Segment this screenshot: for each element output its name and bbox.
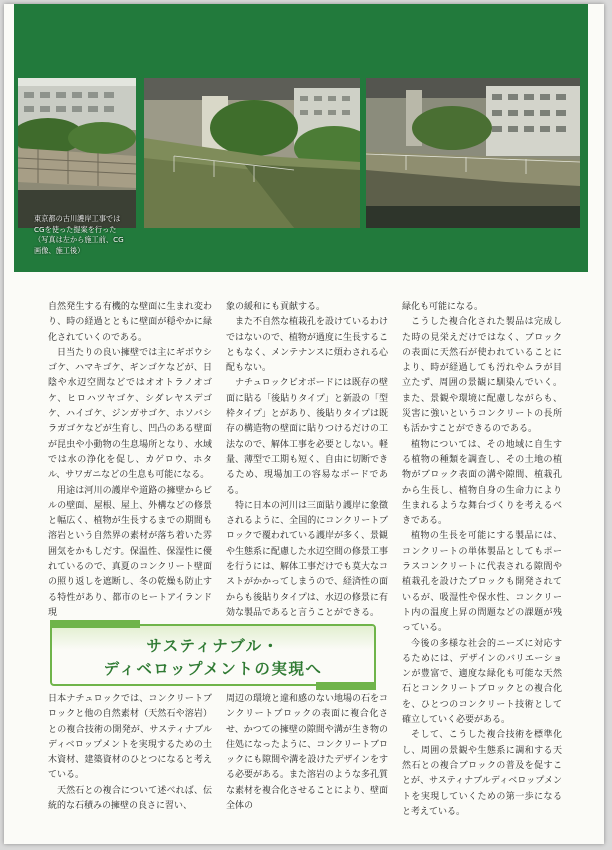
paragraph: 植物の生長を可能にする製品には、コンクリートの単体製品としてもポーラスコンクリートに代表される隙間や植栽孔を設けたブロックも開発されているが、吸湿性や保水性、コンクリート内の温度上昇の問題などの課題が残っている。 <box>402 531 562 634</box>
photo-caption <box>34 214 154 256</box>
paragraph: 日本ナチュロックでは、コンクリートブロックと他の自然素材（天然石や溶岩）との複合技術の開発が、サスティナブルディベロップメントを実現するための土木資材、建築資材のひとつになると考えている。 <box>48 694 212 781</box>
paragraph: ナチュロックビオボードには既存の壁面に貼る「後貼りタイプ」と新設の「型枠タイプ」とがあり、後貼りタイプは既存の構造物の壁面に貼りつけるだけの工法なので、解体工事を必要としない。軽量、薄型で工期も短く、自由に切断できるため、現場加工の容易なボードである。 <box>226 378 389 496</box>
caption-line: （写真は左から施工前、CG <box>34 235 124 244</box>
paragraph: 特に日本の河川は三面貼り護岸に象徴されるように、全国的にコンクリートブロックで覆われている護岸が多く、景観や生態系に配慮した水辺空間の修景工事を行うには、解体工事だけでも莫大なコストがかかってしまうので、経済性の面からも後貼りタイプは、水辺の修景に有効な製品であると言うことができる。 <box>226 500 389 618</box>
paragraph: 植物については、その地域に自生する植物の種類を調査し、その土地の植物がブロック表面の溝や隙間、植栽孔から生長し、植物自身の生命力により生まれるような舞台づくりを考えるべきである。 <box>402 439 562 527</box>
paragraph: 今後の多様な社会的ニーズに対応するためには、デザインのバリエーションが豊富で、適度な緑化も可能な天然石とコンクリートブロックとの複合化を、ひとつのコンクリート技術として確立していく必要がある。 <box>402 638 562 726</box>
paragraph: そして、こうした複合技術を標準化し、周囲の景観や生態系に調和する天然石との複合ブロックの普及を促すことが、サスティナブルディベロップメントを実現していくための第一歩になると考えている。 <box>402 730 562 817</box>
page <box>4 4 604 844</box>
paragraph: 日当たりの良い擁壁では主にギボウシゴケ、ハマキゴケ、ギンゴケなどが、日陰や水辺空間などではオオトラノオゴケ、ヒロハツヤゴケ、シダレヤスデゴケ、ハイゴケ、ジンガサゴケ、ホソバシラガゴケなどが生育し、凹凸のある壁面が昆虫や小動物の生息場所となり、水域では水の浄化を促し、カゲロウ、ホタル、サワガニなどの生息も可能になる。 <box>48 347 212 481</box>
paragraph: また不自然な植栽孔を設けているわけではないので、植物が過度に生長することもなく、メンテナンスに煩わされる心配もない。 <box>226 317 389 374</box>
heading-accent-bar <box>316 682 376 690</box>
column-2-lower <box>226 692 388 814</box>
heading-accent-bar <box>50 620 140 628</box>
section-heading <box>50 624 376 686</box>
caption-line: 東京都の古川護岸工事では <box>34 214 121 223</box>
paragraph: 周辺の環境と違和感のない地場の石をコンクリートブロックの表面に複合化させ、かつての擁壁の隙間や溝が生き物の住処になったように、コンクリートブロックにも隙間や溝を設けたデザインをする必要がある。また溶岩のような多孔質な素材を複合化させることにより、壁面全体の <box>226 694 389 812</box>
heading-line-2: ディベロップメントの実現へ <box>103 660 323 678</box>
paragraph: 自然発生する有機的な壁面に生まれ変わり、時の経過とともに壁面が穏やかに緑化されていくのである。 <box>48 302 212 343</box>
column-2-upper <box>226 300 388 621</box>
caption-line: CGを使った提案を行った <box>34 224 117 234</box>
photo-band <box>14 4 588 272</box>
paragraph: 象の緩和にも貢献する。 <box>226 302 326 312</box>
column-1-upper <box>48 300 212 621</box>
column-3 <box>402 300 562 820</box>
photo-before-construction <box>18 78 136 228</box>
paragraph: 天然石との複合について述べれば、伝統的な石積みの擁壁の良さに習い、 <box>48 785 212 812</box>
photo-after-construction <box>366 78 580 228</box>
paragraph: こうした複合化された製品は完成した時の見栄えだけではなく、ブロックの表面に天然石が使われていることにより、時が経過しても汚れやムラが目立たず、周囲の景観に馴染んでいく。また、景観や環境に配慮しながらも、災害に強いというコンクリートの長所も活かすことができるのである。 <box>402 317 562 435</box>
column-1-lower <box>48 692 212 814</box>
caption-line: 画像、施工後） <box>34 245 85 255</box>
paragraph: 用途は河川の護岸や道路の擁壁からビルの壁面、屋根、屋上、外構などの修景と幅広く、植物が生長するまでの期間も溶岩という自然界の素材が落ち着いた雰囲気をかもしだす。保温性、保湿性に優れているので、真夏のコンクリート壁面の照り返しを遮断し、冬の乾燥も防止する特性があり、都市のヒートアイランド現 <box>48 485 212 618</box>
paragraph: 緑化も可能になる。 <box>402 302 484 312</box>
heading-line-1: サスティナブル・ <box>146 637 280 655</box>
photo-cg-image <box>144 78 360 228</box>
